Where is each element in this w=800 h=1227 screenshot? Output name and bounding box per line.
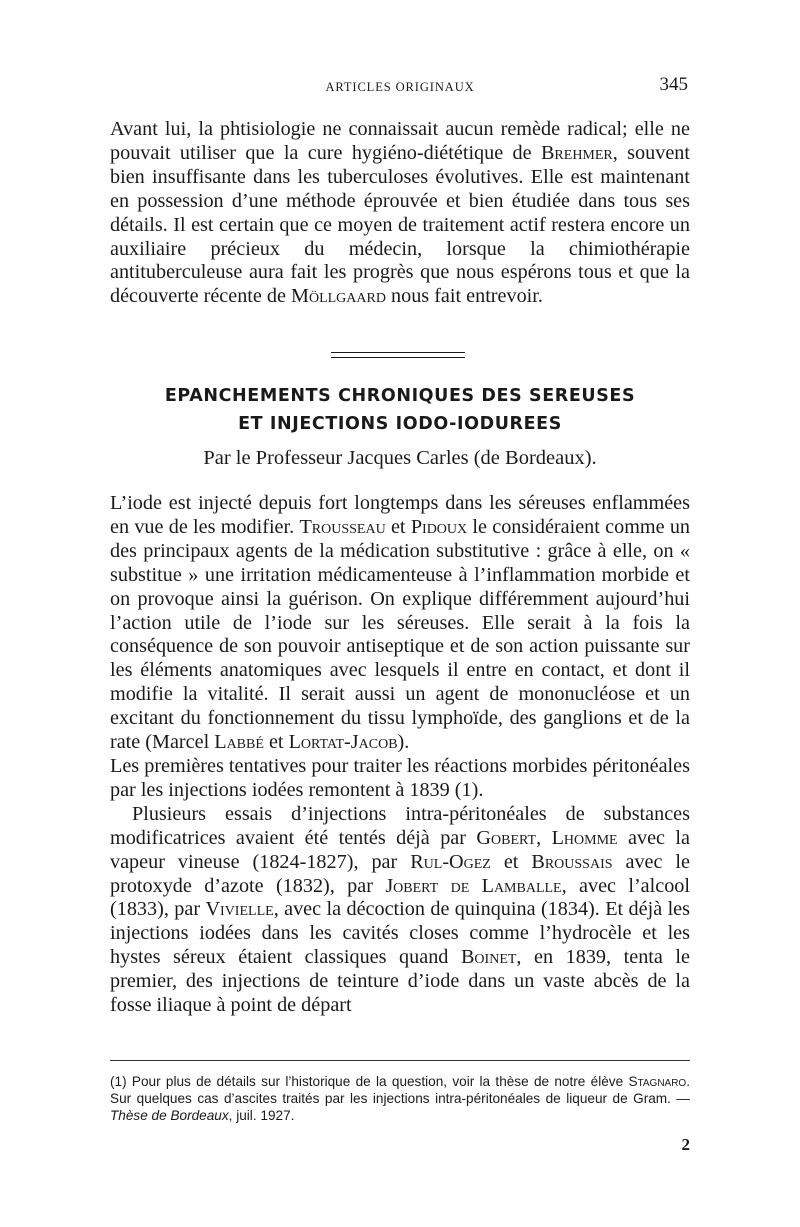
paragraph-text: Plusieurs essais d’injections intra-péritonéales de substances modificatrices avaient été tentés déjà par — [110, 802, 690, 849]
paragraph — [110, 803, 690, 1018]
signature-mark: 2 — [681, 1135, 690, 1154]
article-author: Par le Professeur Jacques Carles (de Bordeaux). — [203, 447, 597, 469]
author-name: Labbé — [214, 731, 264, 754]
author-name: Vivielle — [205, 898, 274, 921]
intro-text: nous fait entrevoir. — [385, 285, 543, 308]
intro-text: , souvent bien insuffisante dans les tuberculoses évolutives. Elle est maintenant en possession d’une méthode éprouvée et bien étudiée dans tous ses détails. Il est certain que ce moyen de traitement actif restera encore un auxiliaire précieux du médecin, lorsque la chimiothérapie antituberculeuse aura fait les progrès que nous espérons tous et que la découverte récente de — [110, 141, 690, 308]
footnote — [110, 1073, 690, 1124]
page-number: 345 — [659, 74, 688, 95]
paragraph-text: , — [536, 826, 552, 849]
footnote-text: , juil. 1927. — [228, 1108, 295, 1123]
paragraph-text: , avec l’alcool (1833), par — [110, 874, 690, 921]
intro-paragraph — [110, 118, 690, 309]
running-title: ARTICLES ORIGINAUX — [325, 80, 475, 94]
intro-text: Avant lui, la phtisiologie ne connaissait aucun remède radical; elle ne pouvait utiliser que la cure hygiéno-diététique de — [110, 118, 690, 164]
section-divider — [331, 352, 465, 358]
paragraph-text: et — [385, 515, 411, 538]
author-name: Gobert — [476, 826, 537, 849]
article-body — [110, 492, 690, 1018]
paragraph-text: ). — [397, 731, 410, 754]
author-name: Pidoux — [410, 515, 468, 538]
author-name: Lhomme — [551, 826, 618, 849]
footnote-rule — [110, 1060, 690, 1061]
paragraph — [110, 492, 690, 755]
paragraph-text: et — [263, 731, 289, 754]
paragraph-text: et — [490, 850, 532, 873]
author-name: Broussais — [531, 850, 613, 873]
paragraph-text: avec la vapeur vineuse (1824-1827), par — [110, 826, 691, 873]
footnote-text: (1) Pour plus de détails sur l’historique de la question, voir la thèse de notre élève — [110, 1074, 629, 1089]
paragraph: Les premières tentatives pour traiter les réactions morbides péritonéales par les injections iodées remontent à 1839 (1). — [110, 754, 690, 801]
author-name: Möllgaard — [291, 285, 386, 308]
paragraph-text: L’iode est injecté depuis fort longtemps dans les séreuses enflammées en vue de les modifier. — [110, 492, 690, 538]
footnote-text: . Sur quelques cas d’ascites traités par les injections intra-péritonéales de liqueur de Gram. — — [110, 1074, 690, 1106]
paragraph-text: , avec la décoction de quinquina (1834). Et déjà les injections iodées dans les cavités closes comme l’hydrocèle et les hystes séreux étaient classiques quand — [110, 898, 690, 969]
paragraph-text: avec le protoxyde d’azote (1832), par — [110, 850, 690, 897]
author-name: Trousseau — [299, 515, 386, 538]
author-name: Jobert de Lamballe — [385, 874, 562, 897]
author-name: Stagnaro — [628, 1074, 687, 1089]
article-title-line-1: EPANCHEMENTS CHRONIQUES DES SEREUSES — [164, 386, 636, 406]
paragraph-text: le considéraient comme un des principaux agents de la médication substitutive : grâce à elle, on « substitue » une irritation médicamenteuse à l’inflammation morbide et on provoque ainsi la guérison. On explique différemment aujourd’hui l’action utile de l’iode sur les séreuses. Elle serait à la fois la conséquence de son pouvoir antiseptique et de son action puissante sur les éléments anatomiques avec lesquels il entre en contact, et dont il modifie la vitalité. Il serait aussi un agent de mononucléose et un excitant du fonctionnement du tissu lymphoïde, des ganglions et de la rate (Marcel — [110, 515, 691, 754]
paragraph-text: , en 1839, tenta le premier, des injections de teinture d’iode dans un vaste abcès de la fosse iliaque à point de départ — [110, 946, 690, 1017]
footnote-source: Thèse de Bordeaux — [110, 1108, 229, 1123]
author-name: Boinet — [460, 946, 517, 969]
author-name: Rul-Ogez — [410, 850, 491, 873]
author-name: Lortat-Jacob — [288, 731, 398, 754]
article-title-line-2: ET INJECTIONS IODO-IODUREES — [238, 414, 562, 434]
author-name: Brehmer — [540, 141, 613, 164]
running-head — [110, 74, 690, 100]
